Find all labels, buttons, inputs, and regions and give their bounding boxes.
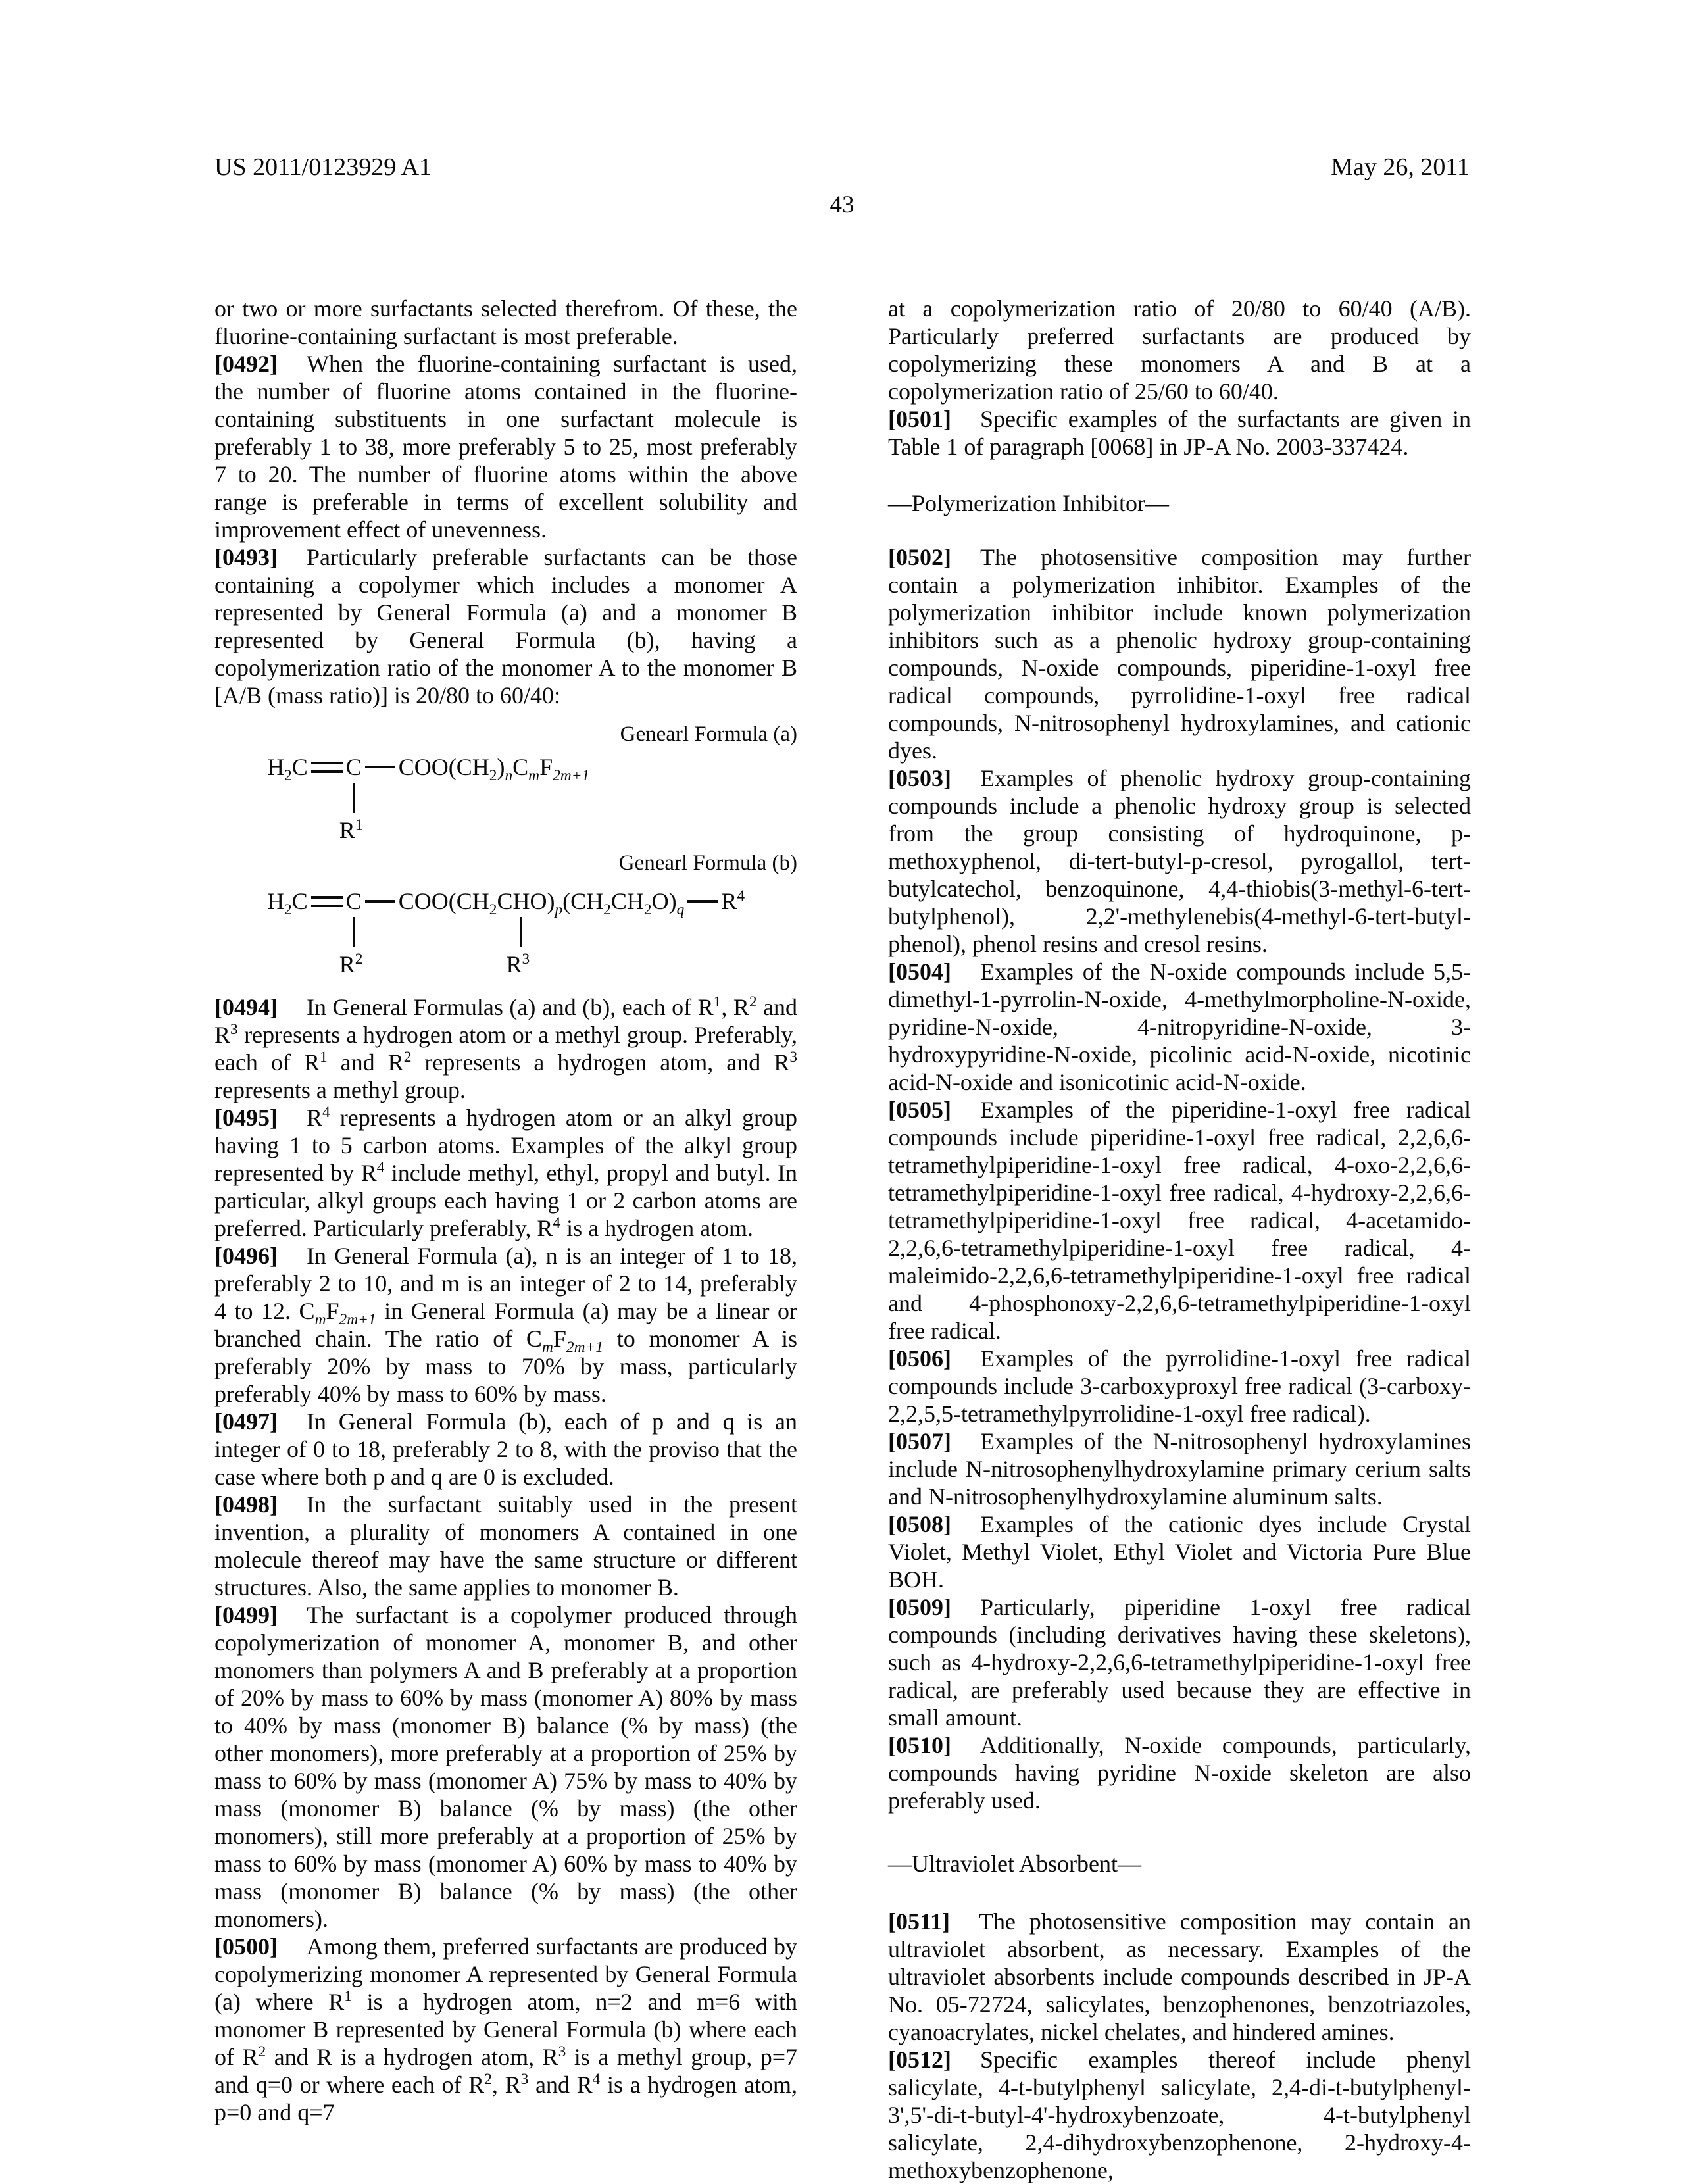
formula-b — [214, 887, 797, 984]
paragraph-text: In General Formula (a), n is an integer of 1 to 18, preferably 2 to 10, and m is an integer of 2 to 14, preferably 4 to 12. $C_mF_{2m+1}$ in General Formula (a) may be a linear or branched chain. The ratio of $C_mF_{2m+1}$ to monomer A is preferably 20% by mass to 70% by mass, particularly preferably 40% by mass to 60% by mass. — [214, 1243, 798, 1407]
paragraph-0498 — [214, 1491, 797, 1601]
paragraph-0497 — [214, 1408, 797, 1491]
paragraph-text: Examples of the pyrrolidine-1-oxyl free radical compounds include 3-carboxyproxyl free radical (3-carboxy-2,2,5,5-tetramethylpyrrolidine-1-oxyl free radical). — [888, 1345, 1471, 1427]
paragraph-number: [0508] — [888, 1511, 951, 1537]
paragraph-number: [0509] — [888, 1594, 951, 1620]
paragraph-text: Additionally, N-oxide compounds, particularly, compounds having pyridine N-oxide skeleton are also preferably used. — [888, 1732, 1471, 1814]
right-column — [888, 295, 1471, 2184]
page-number: 43 — [830, 191, 854, 218]
vertical-bond-icon — [353, 783, 355, 813]
formula-b-anchor-h: H — [512, 888, 530, 914]
formula-b-r2: $R^2$ — [339, 951, 363, 978]
paragraph-text: Examples of phenolic hydroxy group-containing compounds include a phenolic hydroxy group is selected from the group consisting of hydroquinone, p-methoxyphenol, di-tert-butyl-p-cresol, pyrogallol, tert-butylcatechol, benzoquinone, 4,4-thiobis(3-methyl-6-tert-butylphenol), 2,2'-methylenebis(4-methyl-6-tert-butyl-phenol), phenol resins and cresol resins. — [888, 765, 1471, 957]
formula-b-h2c: $H_2C$ — [267, 888, 308, 919]
paragraph-0504 — [888, 958, 1471, 1096]
paragraph-text: Examples of the piperidine-1-oxyl free radical compounds include piperidine-1-oxyl free radical, 2,2,6,6-tetramethylpiperidine-1-oxyl free radical, 4-oxo-2,2,6,6-tetramethylpiperidine-1-oxyl free radical, 4-hydroxy-2,2,6,6-tetramethylpiperidine-1-oxyl free radical, 4-acetamido-2,2,6,6-tetramethylpiperidine-1-oxyl free radical, 4-maleimido-2,2,6,6-tetramethylpiperidine-1-oxyl free radical and 4-phosphonoxy-2,2,6,6-tetramethylpiperidine-1-oxyl free radical. — [888, 1097, 1471, 1344]
paragraph-number: [0512] — [888, 2047, 951, 2073]
paragraph-text: Examples of the cationic dyes include Crystal Violet, Methyl Violet, Ethyl Violet and Victoria Pure Blue BOH. — [888, 1511, 1471, 1593]
patent-publication-number: US 2011/0123929 A1 — [214, 153, 432, 181]
paragraph-text: at a copolymerization ratio of 20/80 to 60/40 (A/B). Particularly preferred surfactants are produced by copolymerizing these monomers A and B at a copolymerization ratio of 25/60 to 60/40. — [888, 295, 1471, 405]
paragraph-0511 — [888, 1908, 1471, 2046]
formula-a-r1: $R^1$ — [339, 816, 363, 843]
single-bond-icon — [365, 766, 395, 768]
paragraph-number: [0501] — [888, 406, 951, 432]
paragraph-0509 — [888, 1593, 1471, 1731]
formula-b-chain-1: $COO(CH_2C$ — [398, 888, 513, 919]
paragraph-number: [0510] — [888, 1732, 951, 1758]
paragraph-text: The photosensitive composition may contain an ultraviolet absorbent, as necessary. Examples of the ultraviolet absorbents include compounds described in JP-A No. 05-72724, salicylates, benzophenones, benzotriazoles, cyanoacrylates, nickel chelates, and hindered amines. — [888, 1908, 1471, 2045]
paragraph-text: or two or more surfactants selected therefrom. Of these, the fluorine-containing surfactant is most preferable. — [214, 295, 797, 349]
formula-b-c: C — [345, 888, 362, 914]
paragraph-number: [0499] — [214, 1602, 278, 1628]
paragraph-0512 — [888, 2046, 1471, 2184]
paragraph-0500 — [214, 1933, 797, 2126]
paragraph-0510 — [888, 1731, 1471, 1814]
formula-a-chain: $COO(CH_2)_nC_mF_{2m+1}$ — [398, 754, 590, 785]
paragraph-text: In General Formula (b), each of p and q is an integer of 0 to 18, preferably 2 to 8, with the proviso that the case where both p and q are 0 is excluded. — [214, 1408, 797, 1490]
double-bond-icon — [311, 762, 343, 773]
section-heading-ultraviolet-absorbent: —Ultraviolet Absorbent— — [888, 1850, 1141, 1877]
paragraph-text: Particularly, piperidine 1-oxyl free radical compounds (including derivatives having these skeletons), such as 4-hydroxy-2,2,6,6-tetramethylpiperidine-1-oxyl free radical, are preferably used because they are effective in small amount. — [888, 1594, 1471, 1731]
paragraph-0503 — [888, 764, 1471, 958]
paragraph-text: Specific examples of the surfactants are given in Table 1 of paragraph [0068] in JP-A No. 2003-337424. — [888, 406, 1471, 460]
formula-b-carbon — [339, 887, 363, 978]
formula-a-h2c: $H_2C$ — [267, 754, 308, 785]
paragraph-text: Among them, preferred surfactants are produced by copolymerizing monomer A represented by General Formula (a) where $R^1$ is a hydrogen atom, n=2 and m=6 with monomer B represented by General Formula (b) where each of $R^2$ and R is a hydrogen atom, $R^3$ is a methyl group, p=7 and q=0 or where each of $R^2$, $R^3$ and $R^4$ is a hydrogen atom, p=0 and q=7 — [214, 1933, 797, 2125]
paragraph-number: [0507] — [888, 1428, 951, 1454]
paragraph-text: The surfactant is a copolymer produced through copolymerization of monomer A, monomer B, and other monomers than polymers A and B preferably at a proportion of 20% by mass to 60% by mass (monomer A) 80% by mass to 40% by mass (monomer B) balance (% by mass) (the other monomers), more preferably at a proportion of 25% by mass to 60% by mass (monomer A) 75% by mass to 40% by mass (monomer B) balance (% by mass) (the other monomers), still more preferably at a proportion of 25% by mass to 60% by mass (monomer A) 60% by mass to 40% by mass (monomer B) balance (% by mass) (the other monomers). — [214, 1602, 797, 1932]
publication-date: May 26, 2011 — [1331, 153, 1470, 181]
paragraph-text: In General Formulas (a) and (b), each of $R^1$, $R^2$ and $R^3$ represents a hydrogen atom or a methyl group. Preferably, each of $R^1$ and $R^2$ represents a hydrogen atom, and $R^3$ represents a methyl group. — [214, 993, 798, 1103]
formula-a-label: Genearl Formula (a) — [620, 722, 797, 746]
formula-a-c: C — [345, 754, 362, 780]
paragraph-number: [0503] — [888, 765, 951, 791]
paragraph-number: [0496] — [214, 1243, 278, 1269]
paragraph-number: [0493] — [214, 544, 278, 570]
paragraph-0507 — [888, 1427, 1471, 1510]
paragraph-number: [0505] — [888, 1097, 951, 1123]
paragraph-0495 — [214, 1104, 797, 1242]
double-bond-icon — [311, 896, 343, 907]
paragraph-0505 — [888, 1096, 1471, 1345]
paragraph-number: [0494] — [214, 994, 278, 1020]
general-formulas — [214, 721, 797, 984]
paragraph-text: In the surfactant suitably used in the present invention, a plurality of monomers A contained in one molecule thereof may have the same structure or different structures. Also, the same applies to monomer B. — [214, 1491, 797, 1601]
paragraph-0492 — [214, 350, 797, 543]
paragraph-number: [0497] — [214, 1408, 278, 1435]
paragraph-text: The photosensitive composition may further contain a polymerization inhibitor. Examples of the polymerization inhibitor include known polymerization inhibitors such as a phenolic hydroxy group-containing compounds, N-oxide compounds, piperidine-1-oxyl free radical compounds, pyrrolidine-1-oxyl free radical compounds, N-nitrosophenyl hydroxylamines, and cationic dyes. — [888, 544, 1471, 764]
paragraph-number: [0500] — [214, 1933, 278, 1960]
single-bond-icon — [365, 900, 395, 903]
formula-a — [214, 753, 797, 850]
paragraph-number: [0506] — [888, 1345, 951, 1372]
formula-a-carbon — [339, 753, 363, 843]
paragraph-number: [0495] — [214, 1104, 278, 1131]
paragraph-0494 — [214, 993, 797, 1104]
paragraph-text: Specific examples thereof include phenyl salicylate, 4-t-butylphenyl salicylate, 2,4-di-t-butylphenyl-3',5'-di-t-butyl-4'-hydroxybenzoate, 4-t-butylphenyl salicylate, 2,4-dihydroxybenzophenone, 2-hydroxy-4-methoxybenzophenone, — [888, 2047, 1471, 2183]
paragraph-number: [0502] — [888, 544, 951, 570]
paragraph-continuation-left — [214, 295, 797, 350]
paragraph-0506 — [888, 1345, 1471, 1427]
paragraph-0501 — [888, 405, 1471, 460]
paragraph-continuation-right — [888, 295, 1471, 405]
vertical-bond-icon — [520, 917, 522, 947]
paragraph-0496 — [214, 1242, 797, 1408]
paragraph-0502 — [888, 543, 1471, 764]
paragraph-0508 — [888, 1510, 1471, 1593]
paragraph-text: Examples of the N-oxide compounds include 5,5-dimethyl-1-pyrrolin-N-oxide, 4-methylmorpholine-N-oxide, pyridine-N-oxide, 4-nitropyridine-N-oxide, 3-hydroxypyridine-N-oxide, picolinic acid-N-oxide, nicotinic acid-N-oxide and isonicotinic acid-N-oxide. — [888, 958, 1471, 1095]
paragraph-number: [0492] — [214, 351, 278, 377]
vertical-bond-icon — [353, 917, 355, 947]
paragraph-text: Particularly preferable surfactants can be those containing a copolymer which includes a monomer A represented by General Formula (a) and a monomer B represented by General Formula (b), having a copolymerization ratio of the monomer A to the monomer B [A/B (mass ratio)] is 20/80 to 60/40: — [214, 544, 797, 708]
paragraph-text: $R^4$ represents a hydrogen atom or an alkyl group having 1 to 5 carbon atoms. Examples of the alkyl group represented by $R^4$ include methyl, ethyl, propyl and butyl. In particular, alkyl groups each having 1 or 2 carbon atoms are preferred. Particularly preferably, $R^4$ is a hydrogen atom. — [214, 1104, 798, 1241]
paragraph-number: [0511] — [888, 1908, 950, 1935]
paragraph-text: Examples of the N-nitrosophenyl hydroxylamines include N-nitrosophenylhydroxylamine primary cerium salts and N-nitrosophenylhydroxylamine aluminum salts. — [888, 1428, 1471, 1510]
paragraph-number: [0498] — [214, 1491, 278, 1518]
section-heading-polymerization-inhibitor: —Polymerization Inhibitor— — [888, 490, 1169, 516]
paragraph-0493 — [214, 543, 797, 709]
formula-b-r4: $R^4$ — [721, 887, 745, 914]
paragraph-0499 — [214, 1601, 797, 1933]
formula-b-label: Genearl Formula (b) — [618, 851, 797, 875]
paragraph-text: When the fluorine-containing surfactant is used, the number of fluorine atoms contained in the fluorine-containing substituents in one surfactant molecule is preferably 1 to 38, more preferably 5 to 25, most preferably 7 to 20. The number of fluorine atoms within the above range is preferable in terms of excellent solubility and improvement effect of unevenness. — [214, 351, 797, 543]
formula-b-chain-2: $O)_p(CH_2CH_2O)_q$ — [530, 888, 685, 919]
paragraph-number: [0504] — [888, 958, 951, 985]
single-bond-icon — [687, 900, 718, 903]
formula-b-cho-anchor — [506, 887, 530, 978]
left-column — [214, 295, 797, 2126]
formula-b-r3: $R^3$ — [506, 951, 530, 978]
